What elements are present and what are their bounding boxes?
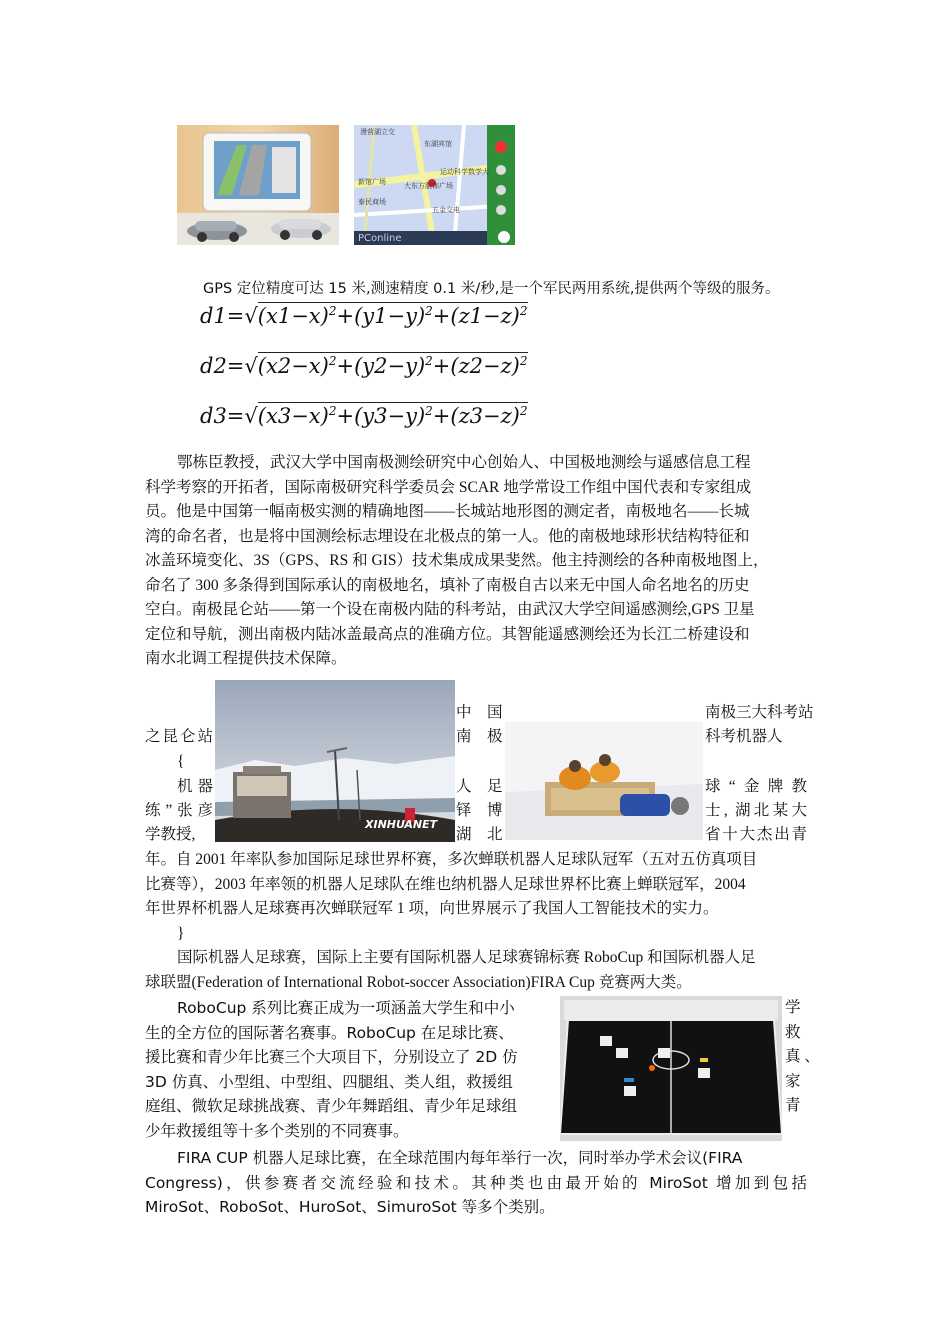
paragraph-e-dongchen xyxy=(145,451,807,672)
text-line: 员。他是中国第一幅南极实测的精确地图——长城站地形图的测定者，南极地名——长城 xyxy=(145,503,750,520)
text-line: 3D 仿真、小型组、中型组、四腿组、类人组，救援组 xyxy=(145,1072,513,1091)
paragraph-international xyxy=(145,946,807,995)
antarctic-robot-photo xyxy=(505,722,703,840)
map-label: 大东方服饰广场 xyxy=(404,182,453,190)
scatter-text-right: 科考机器人 xyxy=(705,728,783,745)
scatter-text-right: 省十大杰出青 xyxy=(705,826,807,843)
map-label: 东湖宾馆 xyxy=(424,140,452,148)
scatter-text-left: 学教授, xyxy=(145,826,196,843)
text-line: 科学考察的开拓者，国际南极研究科学委员会 SCAR 地学常设工作组中国代表和专家组成 xyxy=(145,478,752,496)
brace-open: { xyxy=(177,753,185,770)
scatter-text-mid: 人 足 xyxy=(456,778,503,795)
text-line: 家 xyxy=(785,1072,801,1090)
scatter-text-mid: 南 极 xyxy=(456,728,503,745)
text-line: Congress)，供参赛者交流经验和技术。其种类也由最开始的 MiroSot 增加到包括 xyxy=(145,1173,807,1192)
gps-map-screenshot xyxy=(354,125,515,245)
text-line: MiroSot、RoboSot、HuroSot、SimuroSot 等多个类别。 xyxy=(145,1198,555,1216)
text-line: 生的全方位的国际著名赛事。RoboCup 在足球比赛、 xyxy=(145,1023,514,1042)
text-line: 年。自 2001 年率队参加国际足球世界杯赛，多次蝉联机器人足球队冠军（五对五仿真项目 xyxy=(145,851,758,868)
text-line: 定位和导航，测出南极内陆冰盖最高点的准确方位。其智能遥感测绘还为长江二桥建设和 xyxy=(145,625,750,643)
text-line: 真 、 xyxy=(785,1048,820,1065)
text-line: 球联盟(Federation of International Robot-soccer Association)FIRA Cup 竞赛两大类。 xyxy=(145,973,692,991)
text-line: 学 xyxy=(785,999,801,1016)
map-label: 新馆广场 xyxy=(358,178,386,186)
text-line: 鄂栋臣教授，武汉大学中国南极测绘研究中心创始人、中国极地测绘与遥感信息工程 xyxy=(177,454,751,471)
scatter-text-mid: 中 国 xyxy=(456,704,503,721)
text-line: FIRA CUP 机器人足球比赛，在全球范围内每年举行一次，同时举办学术会议(FIRA xyxy=(177,1149,743,1167)
kunlun-station-photo xyxy=(215,680,455,842)
text-line: 湾的命名者，也是将中国测绘标志埋设在北极点的第一人。他的南极地球形状结构特征和 xyxy=(145,527,750,545)
formula-d2: $d2=√(x2-x)^2+(y2-y)^2+(z2-z)^2$ xyxy=(200,354,528,378)
map-label: 五金交电 xyxy=(432,206,460,214)
scatter-text-right: 球“金牌教 xyxy=(705,778,807,795)
paragraph-robocup xyxy=(145,996,820,1143)
gps-caption: GPS 定位精度可达 15 米,测速精度 0.1 米/秒,是一个军民两用系统,提供两个等级的服务。 xyxy=(203,281,780,297)
map-label: 泰民商场 xyxy=(358,198,386,206)
text-line: 青 xyxy=(785,1097,801,1114)
scatter-text-left: 机器 xyxy=(177,778,213,795)
map-label: 运动科学数学大 xyxy=(440,168,489,176)
text-line: 命名了 300 多条得到国际承认的南极地名，填补了南极自古以来无中国人命名地名的历史 xyxy=(145,576,750,594)
scatter-text-mid: 铎 博 xyxy=(456,802,503,819)
scatter-text-left: 练”张彦 xyxy=(145,802,213,819)
paragraph-zhang-yanduo xyxy=(145,848,807,946)
text-line: 少年救援组等十多个类别的不同赛事。 xyxy=(145,1121,409,1140)
text-line: 救 xyxy=(785,1023,801,1041)
scatter-text-right: 南极三大科考站 xyxy=(705,704,814,721)
photo-watermark: XINHUANET xyxy=(365,818,438,831)
scatter-text-right: 士, 湖北某大 xyxy=(705,802,807,819)
paragraph-fira xyxy=(145,1146,807,1220)
scatter-text-left: 之昆仑站 xyxy=(145,728,213,745)
gps-device-photo xyxy=(177,125,339,245)
brace-close: } xyxy=(177,924,185,942)
formula-d1: $d1=√(x1-x)^2+(y1-y)^2+(z1-z)^2$ xyxy=(200,304,528,328)
formula-d3: $d3=√(x3-x)^2+(y3-y)^2+(z3-z)^2$ xyxy=(200,404,528,428)
text-line: 冰盖环境变化、3S（GPS、RS 和 GIS）技术集成成果斐然。他主持测绘的各种南极地图上， xyxy=(145,552,769,569)
text-line: 庭组、微软足球挑战赛、青少年舞蹈组、青少年足球组 xyxy=(145,1097,518,1115)
text-line: 国际机器人足球赛，国际上主要有国际机器人足球赛锦标赛 RoboCup 和国际机器人足 xyxy=(177,949,756,966)
scatter-text-mid: 湖 北 xyxy=(456,826,503,843)
text-line: RoboCup 系列比赛正成为一项涵盖大学生和中小 xyxy=(177,999,515,1017)
map-watermark: PConline xyxy=(358,233,402,244)
text-line: 比赛等），2003 年率领的机器人足球队在维也纳机器人足球世界杯比赛上蝉联冠军，2004 xyxy=(145,875,746,893)
map-label: 漫营湖立交 xyxy=(360,128,395,136)
text-line: 空白。南极昆仑站——第一个设在南极内陆的科考站，由武汉大学空间遥感测绘,GPS 卫星 xyxy=(145,601,755,618)
text-line: 年世界杯机器人足球赛再次蝉联冠军 1 项，向世界展示了我国人工智能技术的实力。 xyxy=(145,900,719,917)
text-line: 援比赛和青少年比赛三个大项目下，分别设立了 2D 仿 xyxy=(145,1048,518,1066)
text-line: 南水北调工程提供技术保障。 xyxy=(145,650,347,667)
